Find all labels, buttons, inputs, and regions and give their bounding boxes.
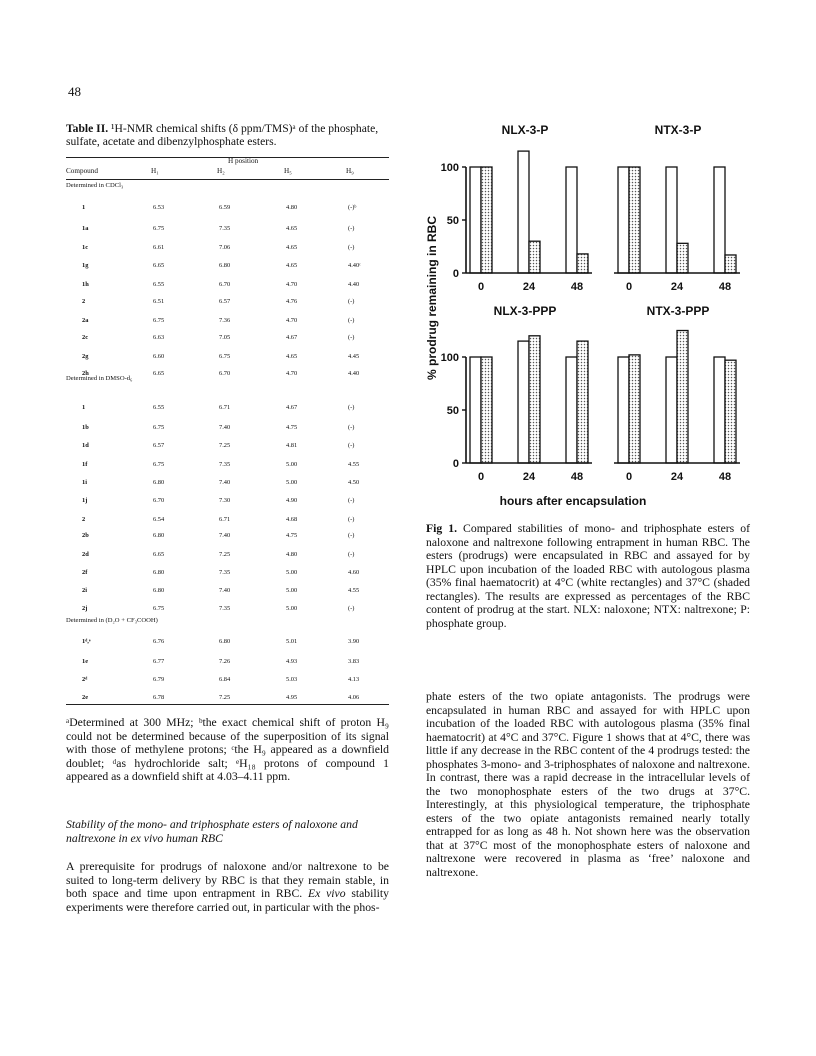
table-cell: 6.80 (219, 262, 231, 269)
table-section-title: Determined in CDCl₃ (66, 182, 124, 189)
figure-1-chart (418, 118, 758, 518)
table-column-header: Compound (66, 167, 98, 175)
table-cell: (-) (348, 551, 355, 558)
table-cell: (-) (348, 516, 355, 523)
table-cell: 2i (82, 587, 87, 594)
table-cell: 6.79 (153, 676, 165, 683)
table-cell: 4.40ᶜ (348, 262, 361, 269)
table-cell: 7.35 (219, 569, 231, 576)
bar (481, 357, 492, 463)
table-cell: 6.70 (219, 370, 231, 377)
table-cell: 7.35 (219, 461, 231, 468)
table-cell: 6.80 (153, 479, 165, 486)
table-cell: 6.77 (153, 658, 165, 665)
table-cell: 5.00 (286, 461, 298, 468)
x-tick-label: 48 (570, 281, 584, 293)
table-cell: 1a (82, 225, 89, 232)
table-cell: 5.00 (286, 569, 298, 576)
x-axis-label: hours after encapsulation (499, 494, 647, 508)
table-cell: 2e (82, 694, 89, 701)
x-tick-label: 24 (522, 281, 536, 293)
bar (629, 355, 640, 463)
panel-title: NLX-3-PPP (493, 304, 557, 318)
table-cell: 6.57 (219, 298, 231, 305)
table-cell: (-) (348, 532, 355, 539)
table-cell: 6.75 (153, 317, 165, 324)
table-cell: 6.65 (153, 370, 165, 377)
table-cell: 4.67 (286, 334, 298, 341)
page-number: 48 (68, 84, 81, 99)
table-cell: 2b (82, 532, 89, 539)
table-caption-text: ¹H-NMR chemical shifts (δ ppm/TMS)ᵃ of the phosphate, sulfate, acetate and dibenzylphosphate esters. (66, 122, 379, 149)
table-cell: 4.55 (348, 587, 360, 594)
bar (481, 167, 492, 273)
table-cell: 7.26 (219, 658, 231, 665)
table-cell: 4.60 (348, 569, 360, 576)
bar (566, 357, 577, 463)
table-cell: 4.93 (286, 658, 298, 665)
body-text-right: phate esters of the two opiate antagonists. The prodrugs were encapsulated in human RBC and assayed for with HPLC upon incubation of the loaded RBC with autologous plasma (35% final haematocrit) at 4°C and 37°C. Figure 1 shows that at 4°C, there was little if any decrease in the RBC content of the 4 prodrugs tested: the phosphates 3-mono- and 3-triphosphates of naloxone and naltrexone. In contrast, there was a rapid decrease in the intracellular levels of the two monophosphate esters of the two drugs at 37°C. Interestingly, at this physiological temperature, the triphosphate esters of the two opiate antagonists remained nearly totally entrapped for as long as 48 h. Not shown here was the observation that at 37°C most of the monophosphate esters of naloxone and naltrexone were recovered in plasma as ‘free’ naloxone and naltrexone. (426, 690, 750, 879)
table-cell: (-) (348, 605, 355, 612)
table-cell: 2a (82, 317, 89, 324)
table-cell: 1b (82, 424, 89, 431)
table-cell: 4.65 (286, 353, 298, 360)
bar (577, 254, 588, 273)
table-cell: 7.25 (219, 442, 231, 449)
table-cell: 4.13 (348, 676, 360, 683)
table-cell: 1j (82, 497, 88, 504)
table-cell: 4.68 (286, 516, 298, 523)
bar (677, 331, 688, 464)
table-cell: 6.65 (153, 262, 165, 269)
table-cell: 7.35 (219, 225, 231, 232)
table-cell: 4.80 (286, 204, 298, 211)
table-cell: 5.00 (286, 605, 298, 612)
bar (518, 151, 529, 273)
table-cell: 6.75 (153, 605, 165, 612)
table-cell: 6.71 (219, 516, 231, 523)
table-cell: (-) (348, 424, 355, 431)
panel-title: NTX-3-P (654, 123, 702, 137)
table-cell: 7.06 (219, 244, 231, 251)
table-cell: 7.40 (219, 479, 231, 486)
table-cell: 6.78 (153, 694, 165, 701)
table-cell: 6.53 (153, 204, 165, 211)
table-cell: 5.01 (286, 638, 298, 645)
table-cell: 7.25 (219, 694, 231, 701)
table-cell: 6.76 (153, 638, 165, 645)
table-cell: 6.75 (153, 424, 165, 431)
body-text-left (66, 860, 389, 914)
table-rule (66, 179, 389, 180)
table-cell: (-) (348, 497, 355, 504)
x-tick-label: 48 (570, 471, 584, 483)
table-cell: 2g (82, 353, 89, 360)
bar (629, 167, 640, 273)
bar (470, 167, 481, 273)
table-cell: (-) (348, 334, 355, 341)
table-cell: 2f (82, 569, 88, 576)
table-cell: 6.80 (153, 569, 165, 576)
table-section-title: Determined in (D₂O + CF₃COOH) (66, 617, 158, 624)
table-cell: 2 (82, 516, 86, 523)
table-cell: 4.75 (286, 532, 298, 539)
table-cell: 4.65 (286, 225, 298, 232)
bar (529, 241, 540, 273)
table-cell: 3.83 (348, 658, 360, 665)
table-cell: 1i (82, 479, 87, 486)
table-cell: 2 (82, 298, 86, 305)
figure-caption-label: Fig 1. (426, 522, 458, 535)
table-cell: 6.59 (219, 204, 231, 211)
table-caption (66, 122, 388, 149)
table-cell: 3.90 (348, 638, 360, 645)
y-tick-label: 100 (440, 352, 459, 364)
x-tick-label: 0 (625, 281, 633, 293)
table-cell: 4.76 (286, 298, 298, 305)
x-tick-label: 24 (670, 281, 684, 293)
bar (577, 341, 588, 463)
bar (618, 357, 629, 463)
bar (666, 167, 677, 273)
table-cell: 4.40 (348, 370, 360, 377)
figure-caption-text: Compared stabilities of mono- and triphosphate esters of naloxone and naltrexone following entrapment in human RBC. The esters (prodrugs) were encapsulated in RBC and assayed for by HPLC upon incubation of the loaded RBC with autologous plasma (35% final haematocrit) at 4°C (white rectangles) and 37°C (shaded rectangles). The results are expressed as percentages of the RBC content of prodrug at the start. NLX: naloxone; NTX: naltrexone; P: phosphate group. (426, 522, 750, 630)
table-column-header: H₁ (151, 167, 159, 175)
table-cell: 4.80 (286, 551, 298, 558)
table-cell: 1 (82, 404, 86, 411)
table-column-header: H₉ (346, 167, 354, 175)
table-cell: 1d (82, 442, 89, 449)
table-cell: 4.70 (286, 370, 298, 377)
table-cell: 4.50 (348, 479, 360, 486)
table-cell: 4.67 (286, 404, 298, 411)
table-cell: 5.00 (286, 587, 298, 594)
table-cell: 4.65 (286, 262, 298, 269)
bar (714, 167, 725, 273)
table-caption-label: Table II. (66, 122, 109, 135)
table-cell: 1f (82, 461, 88, 468)
table-section-title: Determined in DMSO-d₆ (66, 375, 133, 382)
bar (725, 360, 736, 463)
table-cell: 6.54 (153, 516, 165, 523)
figure-caption (426, 522, 750, 630)
x-tick-label: 48 (718, 281, 732, 293)
table-cell: (-) (348, 225, 355, 232)
body-left-italic: Ex vivo (307, 887, 346, 900)
table-cell: 6.70 (153, 497, 165, 504)
table-cell: 4.06 (348, 694, 360, 701)
table-cell: 6.70 (219, 281, 231, 288)
table-cell: (-) (348, 317, 355, 324)
y-axis-label: % prodrug remaining in RBC (425, 215, 439, 381)
table-cell: 6.51 (153, 298, 165, 305)
table-footnotes: ᵃDetermined at 300 MHz; ᵇthe exact chemical shift of proton H₉ could not be determined because of the superposition of its signal with those of methylene protons; ᶜthe H₉ appeared as a downfield doublet; ᵈas hydrochloride salt; ᵉH₁₈ protons of compound 1 appeared as a downfield shift at 4.03–4.11 ppm. (66, 716, 389, 783)
table-cell: 7.05 (219, 334, 231, 341)
panel-title: NTX-3-PPP (646, 304, 710, 318)
bar (666, 357, 677, 463)
bar (470, 357, 481, 463)
table-cell: 2d (82, 551, 89, 558)
body-left-prefix: A prerequisite for prodrugs of naloxone and/or naltrexone to be suited to long-term delivery by RBC is that they remain stable, in both space and time upon entrapment in RBC. (66, 860, 389, 900)
table-cell: 7.36 (219, 317, 231, 324)
table-cell: 4.70 (286, 281, 298, 288)
table-cell: 1ᵈ,ᵉ (82, 638, 91, 645)
table-cell: 6.84 (219, 676, 231, 683)
table-cell: 1e (82, 658, 89, 665)
table-cell: 1 (82, 204, 86, 211)
table-cell: 4.90 (286, 497, 298, 504)
bar (618, 167, 629, 273)
x-tick-label: 48 (718, 471, 732, 483)
table-group-header: H position (228, 157, 259, 165)
table-cell: 2h (82, 370, 89, 377)
table-cell: 4.81 (286, 442, 298, 449)
table-cell: 6.75 (153, 461, 165, 468)
table-cell: 7.40 (219, 587, 231, 594)
y-tick-label: 50 (446, 405, 459, 417)
table-rule (66, 704, 389, 705)
table-cell: 1g (82, 262, 89, 269)
table-cell: 7.25 (219, 551, 231, 558)
x-tick-label: 0 (477, 281, 485, 293)
table-cell: 4.75 (286, 424, 298, 431)
table-cell: 6.65 (153, 551, 165, 558)
table-cell: 1c (82, 244, 89, 251)
table-cell: 4.45 (348, 353, 360, 360)
table-cell: 2j (82, 605, 88, 612)
bar (714, 357, 725, 463)
table-column-header: H₂ (217, 167, 225, 175)
table-cell: 6.75 (153, 225, 165, 232)
table-cell: 4.55 (348, 461, 360, 468)
table-cell: (-)ᵇ (348, 204, 357, 211)
table-column-header: H₅ (284, 167, 292, 175)
table-cell: 5.03 (286, 676, 298, 683)
y-tick-label: 50 (446, 215, 459, 227)
bar (529, 336, 540, 463)
y-tick-label: 100 (440, 162, 459, 174)
table-cell: 4.70 (286, 317, 298, 324)
bar (725, 255, 736, 273)
panel-title: NLX-3-P (501, 123, 549, 137)
table-cell: 7.40 (219, 424, 231, 431)
table-cell: 6.55 (153, 404, 165, 411)
table-cell: 6.63 (153, 334, 165, 341)
table-cell: 2c (82, 334, 89, 341)
x-tick-label: 0 (477, 471, 485, 483)
x-tick-label: 24 (522, 471, 536, 483)
table-cell: (-) (348, 442, 355, 449)
table-cell: (-) (348, 298, 355, 305)
table-cell: 6.80 (153, 587, 165, 594)
table-cell: 1h (82, 281, 89, 288)
bar (566, 167, 577, 273)
table-cell: 5.00 (286, 479, 298, 486)
x-tick-label: 24 (670, 471, 684, 483)
table-cell: (-) (348, 404, 355, 411)
section-heading: Stability of the mono- and triphosphate esters of naloxone and naltrexone in ex vivo human RBC (66, 818, 358, 845)
table-cell: 2ᵈ (82, 676, 88, 683)
table-cell: 6.71 (219, 404, 231, 411)
table-cell: (-) (348, 244, 355, 251)
bar (677, 243, 688, 273)
table-cell: 6.57 (153, 442, 165, 449)
body-left-suffix: stability experiments were therefore carried out, in particular with the phos- (66, 887, 389, 914)
table-cell: 7.35 (219, 605, 231, 612)
x-tick-label: 0 (625, 471, 633, 483)
table-cell: 4.65 (286, 244, 298, 251)
table-cell: 6.75 (219, 353, 231, 360)
table-cell: 4.40 (348, 281, 360, 288)
table-cell: 7.30 (219, 497, 231, 504)
y-tick-label: 0 (452, 268, 459, 280)
table-cell: 6.80 (219, 638, 231, 645)
table-cell: 6.60 (153, 353, 165, 360)
y-tick-label: 0 (452, 458, 459, 470)
table-cell: 6.55 (153, 281, 165, 288)
table-cell: 6.61 (153, 244, 165, 251)
table-cell: 4.95 (286, 694, 298, 701)
table-cell: 6.80 (153, 532, 165, 539)
table-cell: 7.40 (219, 532, 231, 539)
bar (518, 341, 529, 463)
